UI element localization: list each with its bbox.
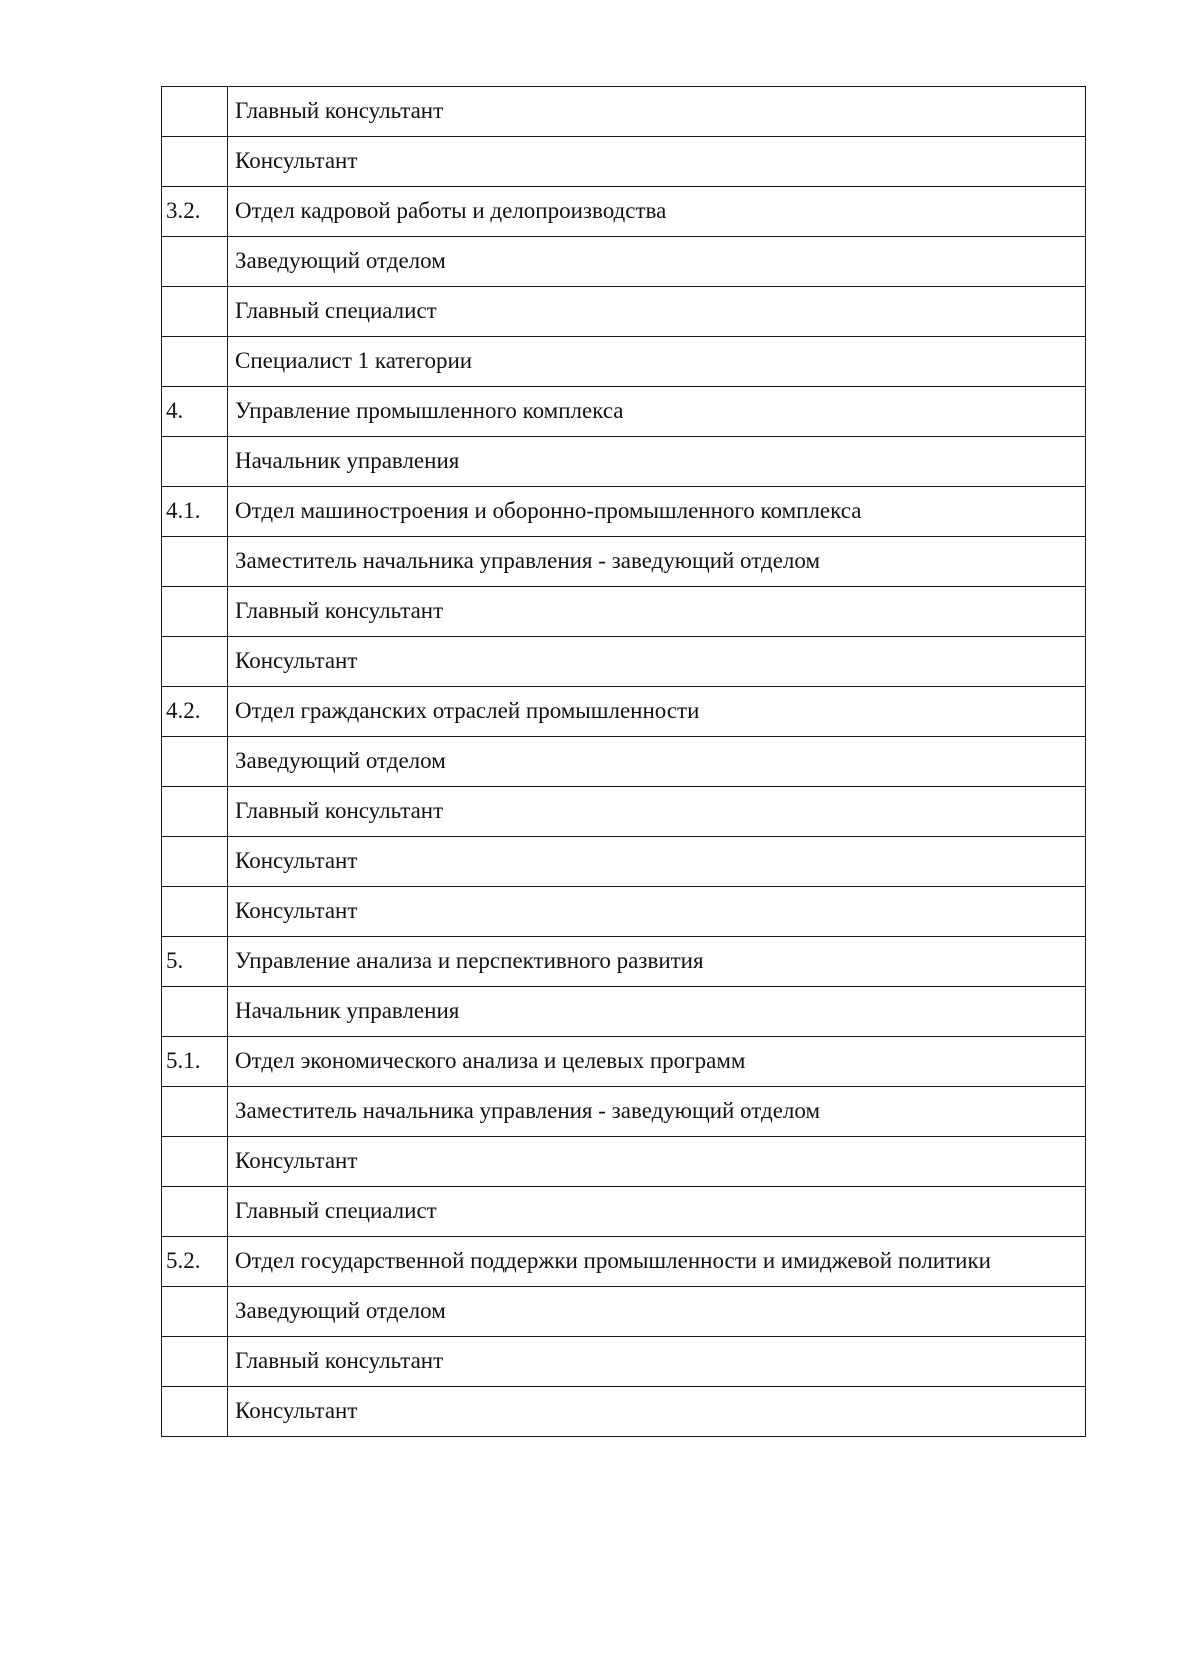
row-number (162, 87, 228, 137)
row-number: 5.1. (162, 1037, 228, 1087)
row-title: Главный специалист (228, 1187, 1086, 1237)
row-title: Заведующий отделом (228, 237, 1086, 287)
row-title: Отдел машиностроения и оборонно-промышленного комплекса (228, 487, 1086, 537)
table-row (162, 387, 1086, 437)
row-title: Консультант (228, 1387, 1086, 1437)
row-number (162, 737, 228, 787)
row-title: Консультант (228, 1137, 1086, 1187)
table-row (162, 187, 1086, 237)
row-title: Консультант (228, 887, 1086, 937)
row-number: 5.2. (162, 1237, 228, 1287)
row-title: Консультант (228, 137, 1086, 187)
table-row (162, 787, 1086, 837)
row-title: Главный специалист (228, 287, 1086, 337)
table-row (162, 1237, 1086, 1287)
row-number (162, 987, 228, 1037)
row-title: Консультант (228, 637, 1086, 687)
row-number (162, 537, 228, 587)
row-number (162, 837, 228, 887)
table-row (162, 1137, 1086, 1187)
row-number: 4.1. (162, 487, 228, 537)
row-title: Отдел экономического анализа и целевых программ (228, 1037, 1086, 1087)
row-number (162, 887, 228, 937)
row-number (162, 1137, 228, 1187)
table-row (162, 1087, 1086, 1137)
row-title: Заместитель начальника управления - заведующий отделом (228, 537, 1086, 587)
row-title: Главный консультант (228, 1337, 1086, 1387)
table-row (162, 1287, 1086, 1337)
table-row (162, 587, 1086, 637)
staff-structure-table (161, 86, 1086, 1437)
row-title: Консультант (228, 837, 1086, 887)
row-title: Управление промышленного комплекса (228, 387, 1086, 437)
table-row (162, 237, 1086, 287)
table-row (162, 1387, 1086, 1437)
row-title: Заведующий отделом (228, 737, 1086, 787)
row-title: Специалист 1 категории (228, 337, 1086, 387)
row-title: Главный консультант (228, 787, 1086, 837)
row-title: Заведующий отделом (228, 1287, 1086, 1337)
row-title: Управление анализа и перспективного развития (228, 937, 1086, 987)
row-number (162, 337, 228, 387)
row-title: Начальник управления (228, 987, 1086, 1037)
table-row (162, 837, 1086, 887)
table-row (162, 487, 1086, 537)
table-row (162, 337, 1086, 387)
table-body (162, 87, 1086, 1437)
row-number (162, 787, 228, 837)
table-row (162, 687, 1086, 737)
row-title: Главный консультант (228, 87, 1086, 137)
row-number (162, 1187, 228, 1237)
row-number (162, 437, 228, 487)
row-title: Начальник управления (228, 437, 1086, 487)
table-row (162, 537, 1086, 587)
table-row (162, 137, 1086, 187)
table-row (162, 737, 1086, 787)
row-number (162, 287, 228, 337)
row-title: Отдел кадровой работы и делопроизводства (228, 187, 1086, 237)
row-number: 3.2. (162, 187, 228, 237)
row-number: 4. (162, 387, 228, 437)
row-number (162, 1087, 228, 1137)
table-row (162, 987, 1086, 1037)
table-row (162, 287, 1086, 337)
row-number (162, 637, 228, 687)
row-title: Главный консультант (228, 587, 1086, 637)
table-row (162, 887, 1086, 937)
table-row (162, 1337, 1086, 1387)
row-number: 5. (162, 937, 228, 987)
table-row (162, 437, 1086, 487)
row-number (162, 587, 228, 637)
table-row (162, 1037, 1086, 1087)
table-row (162, 937, 1086, 987)
row-title: Отдел государственной поддержки промышленности и имиджевой политики (228, 1237, 1086, 1287)
row-title: Заместитель начальника управления - заведующий отделом (228, 1087, 1086, 1137)
row-title: Отдел гражданских отраслей промышленности (228, 687, 1086, 737)
row-number (162, 1287, 228, 1337)
row-number (162, 1387, 228, 1437)
row-number (162, 237, 228, 287)
row-number: 4.2. (162, 687, 228, 737)
table-row (162, 87, 1086, 137)
row-number (162, 1337, 228, 1387)
table-row (162, 637, 1086, 687)
row-number (162, 137, 228, 187)
table-row (162, 1187, 1086, 1237)
